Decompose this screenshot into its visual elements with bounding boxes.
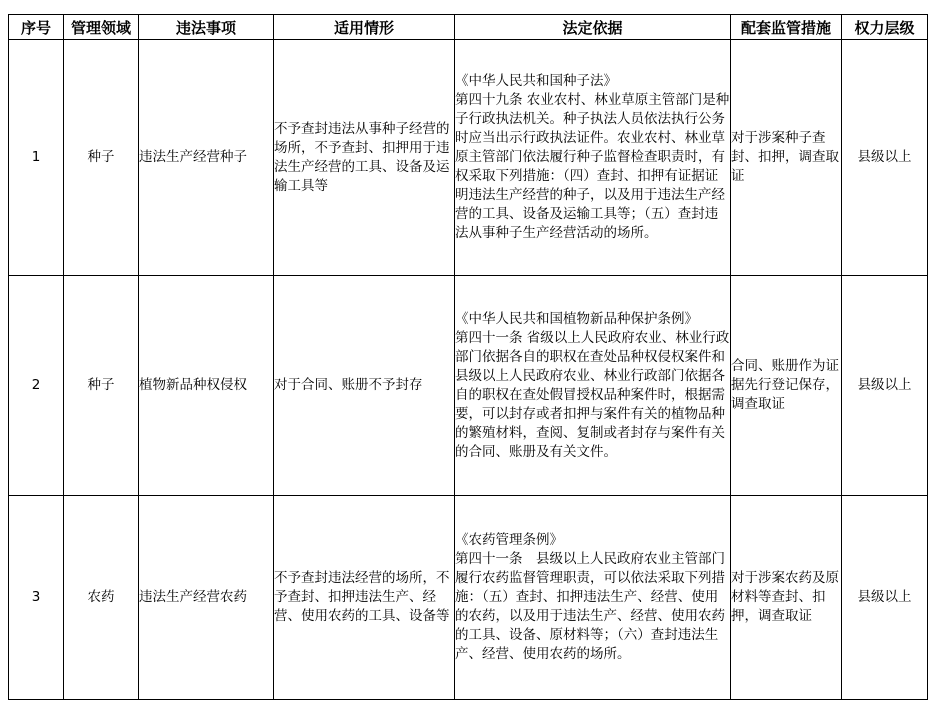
header-row: [9, 15, 928, 40]
legal-basis-text: 第四十一条 县级以上人民政府农业主管部门履行农药监督管理职责，可以依法采取下列措施：（五）查封、扣押违法生产、经营、使用的农药，以及用于违法生产、经营、使用农药的工具、设备、原材料等；（六）查封违法生产、经营、使用农药的场所。: [455, 551, 725, 662]
cell-domain: 农药: [64, 496, 139, 700]
cell-domain: 种子: [64, 276, 139, 496]
header-measures: 配套监管措施: [731, 15, 842, 40]
header-level: 权力层级: [842, 15, 928, 40]
legal-basis-text: 第四十一条 省级以上人民政府农业、林业行政部门依据各自的职权在查处品种权侵权案件和县级以上人民政府农业、林业行政部门依据各自的职权在查处假冒授权品种案件时，根据需要，可以封存或者扣押与案件有关的植物品种的繁殖材料，查阅、复制或者封存与案件有关的合同、账册及有关文件。: [455, 329, 730, 460]
cell-situation: 不予查封违法从事种子经营的场所，不予查封、扣押用于违法生产经营的工具、设备及运输工具等: [274, 40, 455, 276]
cell-level: 县级以上: [842, 40, 928, 276]
table-row: [9, 496, 928, 700]
cell-measures: 对于涉案农药及原材料等查封、扣押，调查取证: [731, 496, 842, 700]
header-domain: 管理领域: [64, 15, 139, 40]
cell-violation: 违法生产经营种子: [139, 40, 274, 276]
legal-basis-text: 第四十九条 农业农村、林业草原主管部门是种子行政执法机关。种子执法人员依法执行公务时应当出示行政执法证件。农业农村、林业草原主管部门依法履行种子监督检查职责时，有权采取下列措施：（四）查封、扣押有证据证明违法生产经营的种子，以及用于违法生产经营的工具、设备及运输工具等；（五）查封违法从事种子生产经营活动的场所。: [455, 92, 730, 241]
cell-legal-basis: [455, 40, 731, 276]
legal-basis-title: 《中华人民共和国植物新品种保护条例》: [455, 310, 698, 327]
cell-level: 县级以上: [842, 276, 928, 496]
header-legal-basis: 法定依据: [455, 15, 731, 40]
cell-level: 县级以上: [842, 496, 928, 700]
table-row: [9, 276, 928, 496]
cell-measures: 对于涉案种子查封、扣押，调查取证: [731, 40, 842, 276]
header-violation: 违法事项: [139, 15, 274, 40]
enforcement-table: [8, 14, 928, 700]
table-row: [9, 40, 928, 276]
cell-legal-basis: [455, 276, 731, 496]
legal-basis-title: 《中华人民共和国种子法》: [455, 73, 617, 89]
cell-situation: 不予查封违法经营的场所，不予查封、扣押违法生产、经营、使用农药的工具、设备等: [274, 496, 455, 700]
header-no: 序号: [9, 15, 64, 40]
cell-no: 3: [9, 496, 64, 700]
cell-violation: 违法生产经营农药: [139, 496, 274, 700]
cell-domain: 种子: [64, 40, 139, 276]
cell-legal-basis: [455, 496, 731, 700]
cell-no: 1: [9, 40, 64, 276]
cell-no: 2: [9, 276, 64, 496]
legal-basis-title: 《农药管理条例》: [455, 532, 563, 548]
cell-situation: 对于合同、账册不予封存: [274, 276, 455, 496]
cell-measures: 合同、账册作为证据先行登记保存，调查取证: [731, 276, 842, 496]
header-situation: 适用情形: [274, 15, 455, 40]
cell-violation: 植物新品种权侵权: [139, 276, 274, 496]
